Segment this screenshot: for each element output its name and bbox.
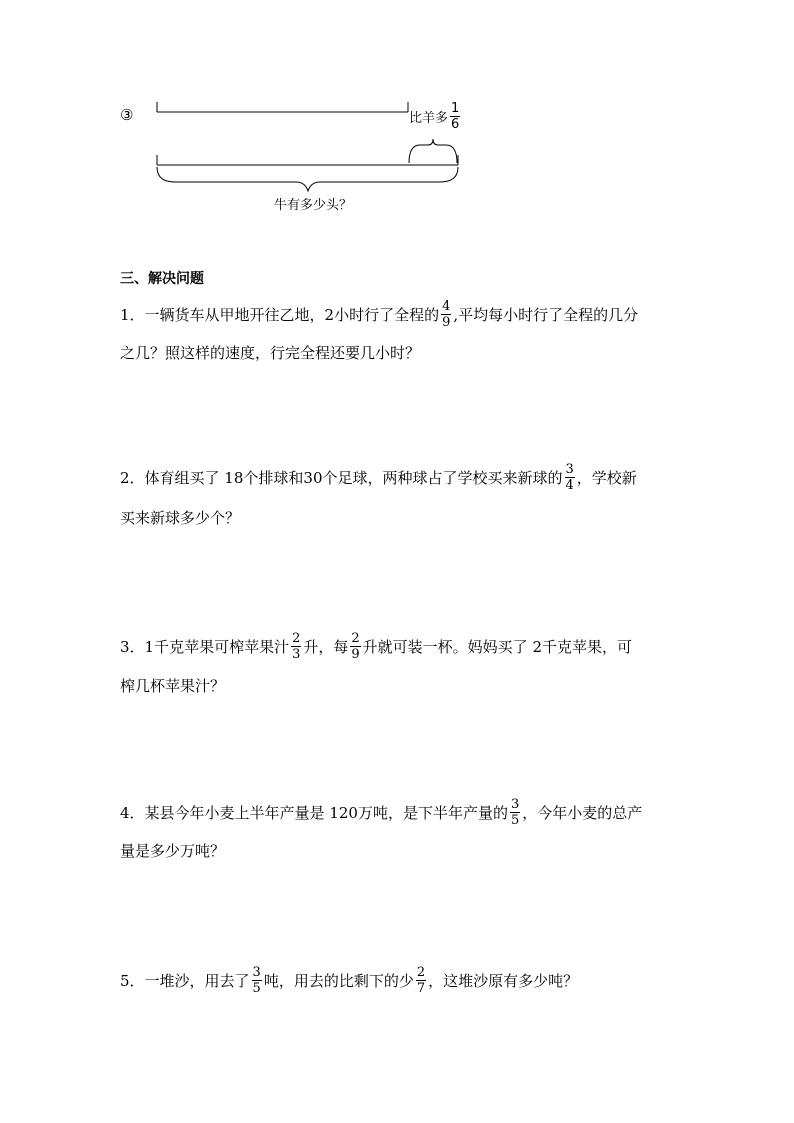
fraction — [291, 632, 301, 661]
problem-3-line-2: 榨几杯苹果汁？ — [120, 677, 226, 695]
diagram-marker: ③ — [120, 106, 134, 124]
extra-part-brace — [409, 139, 457, 163]
problem-text: ，学校新 — [576, 468, 637, 487]
fraction-numerator: 2 — [351, 631, 360, 646]
fraction — [510, 798, 520, 827]
problem-text: ，这堆沙原有多少吨？ — [428, 971, 579, 990]
fraction — [350, 632, 360, 661]
fraction-numerator: 4 — [442, 299, 451, 314]
fraction-denominator: 9 — [442, 315, 451, 330]
fraction-numerator: 3 — [565, 462, 574, 477]
problem-text: 1．一辆货车从甲地开往乙地，2小时行了全程的 — [120, 305, 440, 324]
fraction — [416, 966, 426, 995]
problem-4-line-1 — [120, 798, 642, 827]
problem-text: 吨，用去的比剩下的少 — [263, 971, 414, 990]
fraction-denominator: 7 — [416, 981, 426, 996]
problem-text: ，今年小麦的总产 — [522, 803, 643, 822]
problem-text: ,平均每小时行了全程的几分 — [453, 305, 639, 324]
problem-2-line-1 — [120, 463, 637, 492]
problem-1-line-2: 之几？照这样的速度，行完全程还要几小时？ — [120, 344, 421, 362]
problem-text: 3．1千克苹果可榨苹果汁 — [120, 637, 290, 656]
compare-fraction — [450, 102, 460, 131]
fraction-denominator: 5 — [252, 981, 261, 996]
problem-text: 5．一堆沙，用去了 — [120, 971, 250, 990]
problem-5-line-1 — [120, 966, 578, 995]
fraction-denominator: 4 — [565, 478, 574, 493]
fraction-denominator: 5 — [510, 813, 520, 828]
fraction-numerator: 2 — [416, 965, 426, 980]
fraction-numerator: 3 — [510, 797, 520, 812]
problem-1-line-1 — [120, 300, 638, 329]
fraction-numerator: 1 — [451, 101, 460, 116]
problem-text: 4．某县今年小麦上半年产量是 120万吨，是下半年产量的 — [120, 803, 508, 822]
problem-4-line-2: 量是多少万吨？ — [120, 842, 226, 860]
compare-text: 比羊多 — [409, 111, 449, 126]
fraction-denominator: 6 — [451, 117, 460, 132]
fraction-denominator: 9 — [351, 647, 360, 662]
problem-2-line-2: 买来新球多少个？ — [120, 509, 241, 527]
fraction — [565, 463, 575, 492]
fraction-numerator: 2 — [292, 631, 301, 646]
problem-text: 2．体育组买了 18个排球和30个足球，两种球占了学校买来新球的 — [120, 468, 563, 487]
problem-text: 升就可装一杯。妈妈买了 2千克苹果，可 — [362, 637, 632, 656]
fraction — [252, 966, 262, 995]
problem-text: 升，每 — [303, 637, 349, 656]
cattle-total-brace — [157, 167, 458, 191]
cattle-question-label: 牛有多少头？ — [274, 198, 353, 213]
section-title: 三、解决问题 — [120, 271, 204, 287]
fraction-numerator: 3 — [252, 965, 261, 980]
line-segment-diagram — [0, 0, 794, 260]
problem-3-line-1 — [120, 632, 632, 661]
compare-label — [409, 102, 462, 131]
fraction-denominator: 3 — [292, 647, 301, 662]
fraction — [441, 300, 451, 329]
